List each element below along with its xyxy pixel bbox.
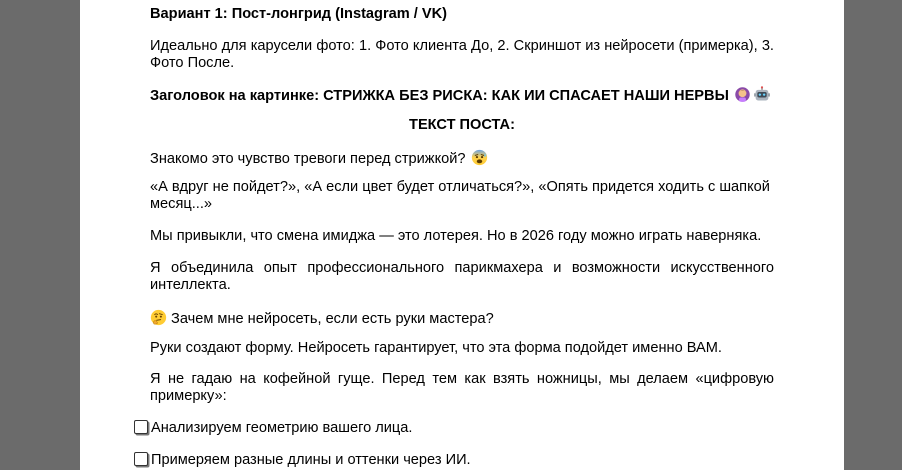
paragraph-1-text: Знакомо это чувство тревоги перед стрижкой? [150,151,466,167]
paragraph-5-text: Зачем мне нейросеть, если есть руки мастера? [171,311,494,327]
variant-heading: Вариант 1: Пост-лонгрид (Instagram / VK) [150,6,448,22]
woman-tipping-hand-icon [734,86,751,108]
post-text-label: ТЕКСТ ПОСТА: [409,117,515,133]
checklist-item [134,420,412,437]
paragraph-3: Мы привыкли, что смена имиджа — это лотерея. Но в 2026 году можно играть наверняка. [150,228,762,244]
robot-icon [753,86,771,108]
paragraph-7: Я не гадаю на кофейной гуще. Перед тем как взять ножницы, мы делаем «цифровую примерку»: [150,371,774,404]
carousel-note: Идеально для карусели фото: 1. Фото клиента До, 2. Скриншот из нейросети (примерка), 3. Фото После. [150,38,774,71]
image-heading [150,86,774,108]
paragraph-1 [150,149,774,171]
paragraph-2: «А вдруг не пойдет?», «А если цвет будет отличаться?», «Опять придется ходить с шапкой месяц...» [150,179,770,212]
paragraph-6: Руки создают форму. Нейросеть гарантирует, что эта форма подойдет именно ВАМ. [150,340,722,356]
paragraph-5 [150,309,774,331]
anxious-face-icon [471,149,488,171]
paragraph-4: Я объединила опыт профессионального парикмахера и возможности искусственного интеллекта. [150,260,774,293]
checklist-item [134,452,471,469]
checklist-item-text: Примеряем разные длины и оттенки через ИИ. [151,452,471,468]
checkbox-icon [134,420,148,434]
checklist-item-text: Анализируем геометрию вашего лица. [151,420,413,436]
image-heading-text: Заголовок на картинке: СТРИЖКА БЕЗ РИСКА: КАК ИИ СПАСАЕТ НАШИ НЕРВЫ [150,88,729,104]
checkbox-icon [134,452,148,466]
document-page [80,0,844,470]
thinking-face-icon [150,309,167,331]
